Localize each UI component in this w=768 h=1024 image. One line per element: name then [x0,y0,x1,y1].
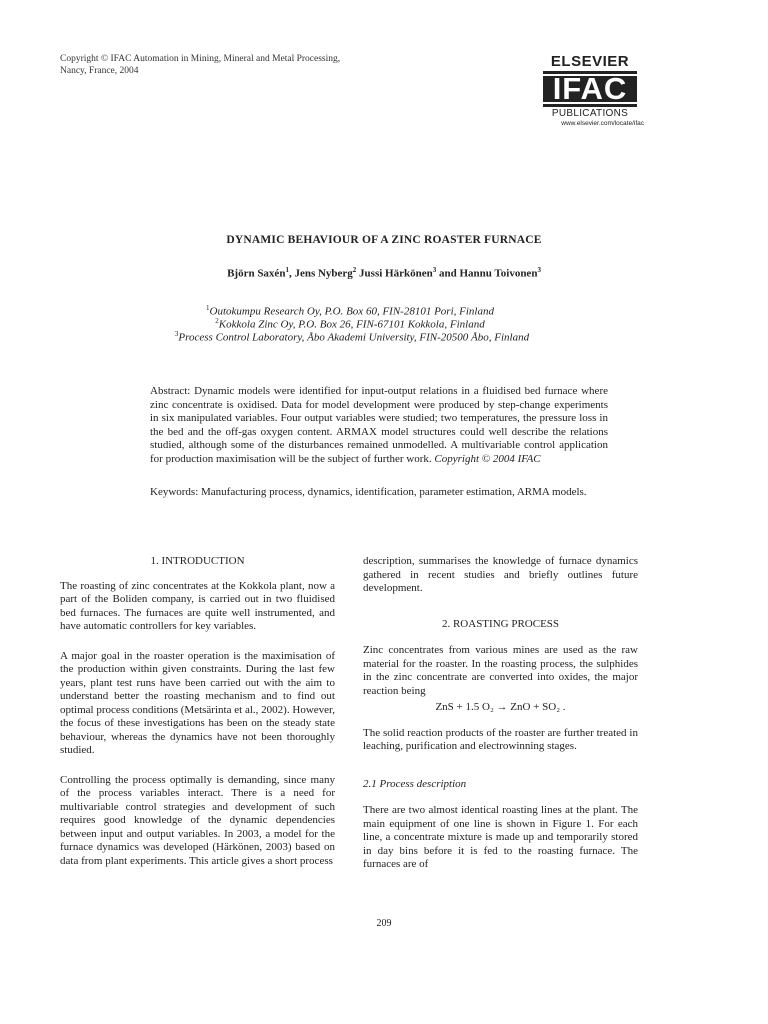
publisher-url: www.elsevier.com/locate/ifac [561,120,644,127]
affiliation-marker: 2 [215,317,219,325]
publisher-logo [540,53,644,128]
keywords: Keywords: Manufacturing process, dynamics, identification, parameter estimation, ARMA models. [150,486,587,498]
author-affiliation-marker: 3 [432,266,437,274]
author-affiliation-marker: 3 [537,266,541,274]
author-name: Jens Nyberg [294,267,353,280]
author-name: Björn Saxén [227,267,286,280]
section-heading-roasting-process: 2. ROASTING PROCESS [441,617,560,630]
reaction-equation: ZnS + 1.5 O₂ → ZnO + SO₂ . [435,701,566,713]
affiliation-text: Outokumpu Research Oy, P.O. Box 60, FIN-28101 Pori, Finland [209,305,494,318]
author-name: Hannu Toivonen [459,267,538,280]
right-column [363,555,638,872]
paper-title: DYNAMIC BEHAVIOUR OF A ZINC ROASTER FURNACE [226,234,542,246]
affiliation-marker: 1 [206,304,210,312]
author-list [0,266,768,280]
copyright-line-2: Nancy, France, 2004 [60,66,139,76]
left-column [60,555,335,868]
affiliation-2 [0,317,700,331]
author-affiliation-marker: 2 [352,266,357,274]
paragraph: Zinc concentrates from various mines are used as the raw material for the roaster. In the roasting process, the sulphides in the zinc concentrate are converted into oxides, the major reaction being [363,644,638,697]
publications-label: PUBLICATIONS [551,108,629,119]
author-affiliation-marker: 1 [285,266,289,274]
abstract-copyright: Copyright © 2004 IFAC [434,452,541,465]
affiliation-text: Process Control Laboratory, Åbo Akademi University, FIN-20500 Åbo, Finland [178,331,530,344]
paragraph: description, summarises the knowledge of furnace dynamics gathered in recent studies and briefly outlines future development. [363,555,638,594]
paragraph: There are two almost identical roasting lines at the plant. The main equipment of one line is shown in Figure 1. For each line, a concentrate mixture is made up and temporarily stored in day bins before it is fed to the roasting furnace. The furnaces are of [363,804,638,870]
affiliation-marker: 3 [174,330,179,338]
ifac-logo-mark: IFAC [543,71,637,107]
page-number: 209 [376,918,392,929]
affiliation-1 [0,304,700,318]
paragraph: Controlling the process optimally is demanding, since many of the process variables interact. There is a need for multivariable control strategies and development of such requires good knowledge of the dynamic dependencies between input and output variables. In 2003, a model for the furnace dynamics was developed (Härkönen, 2003) based on data from plant experiments. This article gives a short process [60,773,335,867]
copyright-notice [60,53,440,77]
paragraph: The solid reaction products of the roaster are further treated in leaching, purification and electrowinning stages. [363,726,638,752]
affiliation-text: Kokkola Zinc Oy, P.O. Box 26, FIN-67101 Kokkola, Finland [218,318,485,331]
abstract-text: Abstract: Dynamic models were identified for input-output relations in a fluidised bed furnace where zinc concentrate is oxidised. Data for model development were produced by step-change experiments in six manipulated variables. Four output variables were studied; two temperatures, the pressure loss in the bed and the off-gas oxygen content. ARMAX model structures could well describe the relations studied, although some of the disturbances remained unmodelled. A multivariable control application for production maximisation will be the subject of further work. [150,385,608,465]
affiliation-3 [0,330,704,344]
author-name: Jussi Härkönen [359,267,433,280]
elsevier-wordmark: ELSEVIER [550,53,630,70]
abstract [150,385,608,466]
paragraph: The roasting of zinc concentrates at the Kokkola plant, now a part of the Boliden company, is carried out in two fluidised bed furnaces. The furnaces are quite well instrumented, and have automatic controllers for key variables. [60,579,335,632]
subsection-heading-process-description: 2.1 Process description [363,777,467,790]
copyright-line-1: Copyright © IFAC Automation in Mining, Mineral and Metal Processing, [60,54,341,64]
author-separator: , [288,267,295,280]
author-separator: and [436,267,460,280]
section-heading-introduction: 1. INTRODUCTION [150,555,245,567]
paragraph: A major goal in the roaster operation is the maximisation of the production within given constraints. During the last few years, plant test runs have been carried out with the aim to understand better the roasting mechanism and to find out optimal process conditions (Metsärinta et al., 2002). However, the focus of these investigations has been on the steady state behaviour, whereas the dynamics have not been thoroughly studied. [60,649,335,756]
